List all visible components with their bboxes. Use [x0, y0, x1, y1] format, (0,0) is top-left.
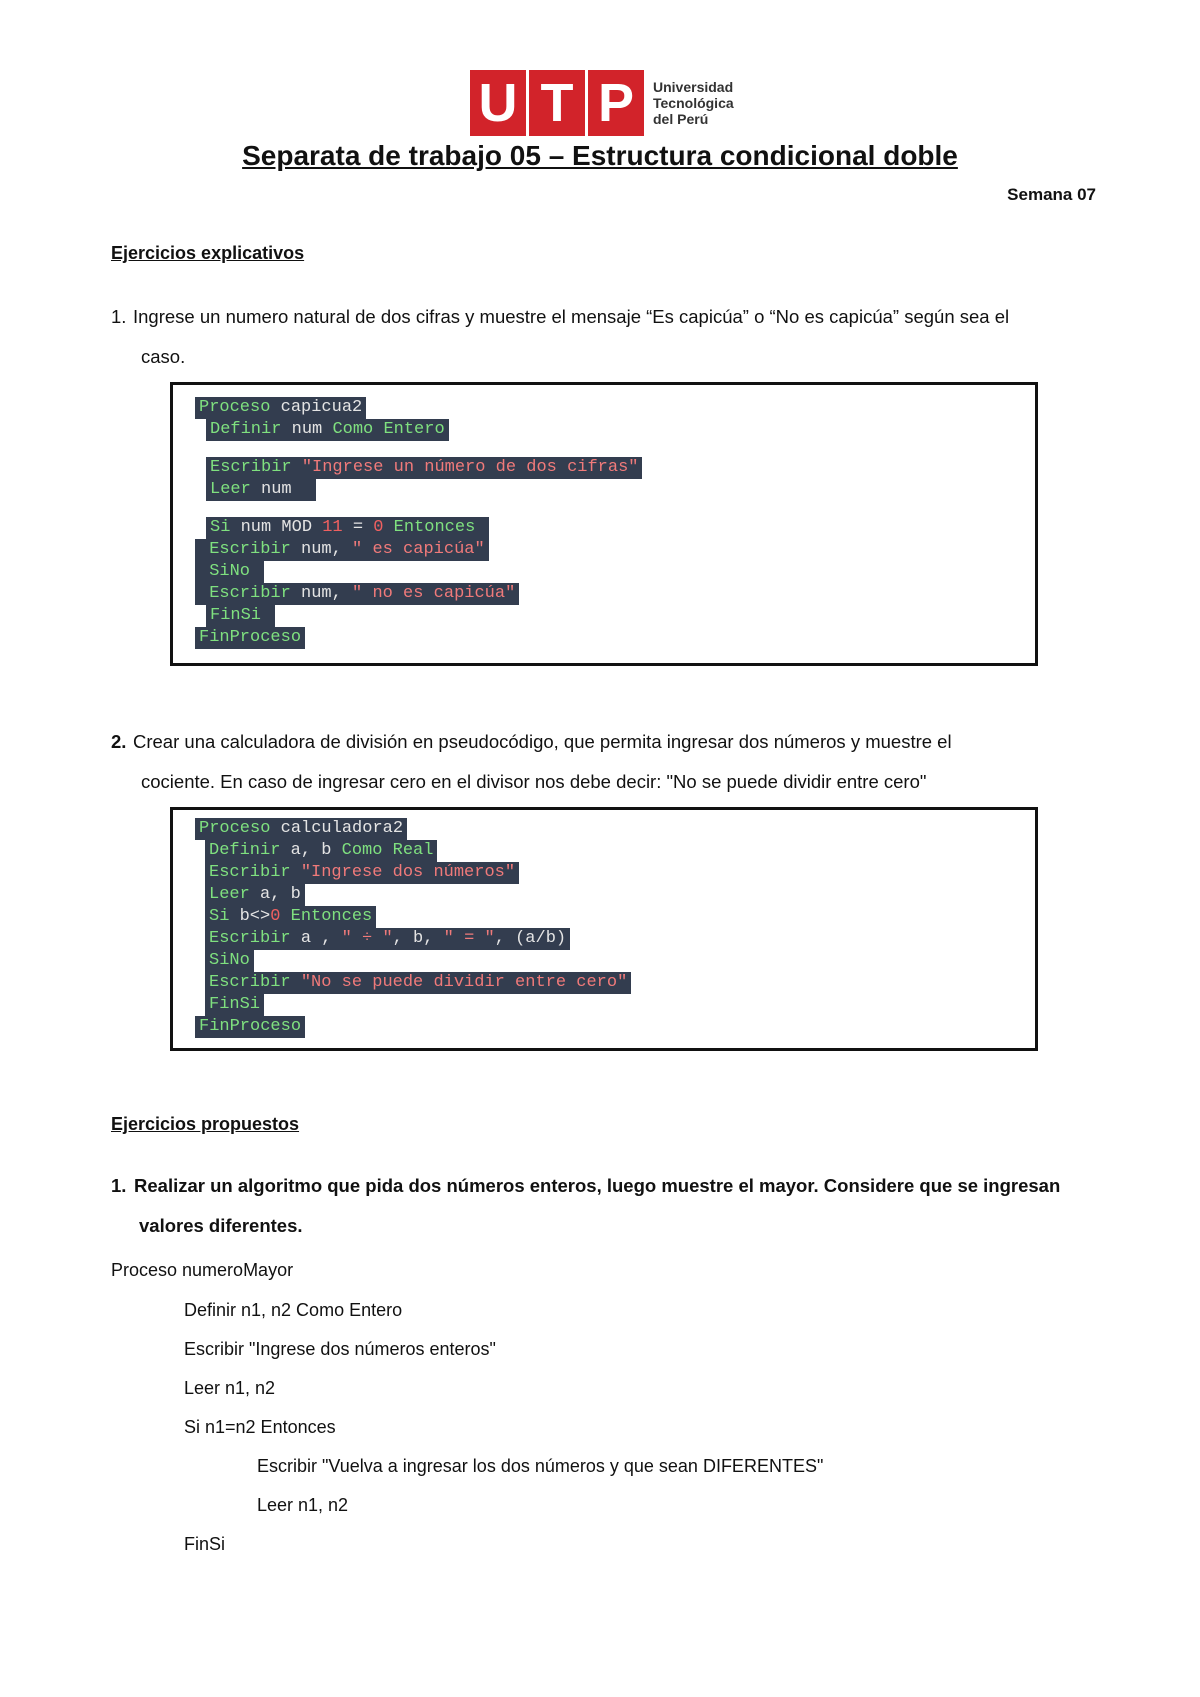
code-line: Proceso calculadora2 [195, 818, 407, 840]
pseudo-line: Leer n1, n2 [257, 1495, 349, 1515]
code-line: SiNo [205, 950, 254, 972]
logo-university-name: Universidad Tecnológica del Perú [653, 79, 734, 127]
pseudo-line: FinSi [184, 1534, 226, 1554]
exercise-1-text-line1: Ingrese un numero natural de dos cifras y muestre el mensaje “Es capicúa” o “No es capicúa” según sea el [133, 306, 1010, 327]
code-line: Escribir a , " ÷ ", b, " = ", (a/b) [205, 928, 570, 950]
exercise-1-text-line2: caso. [141, 346, 186, 367]
page-title: Separata de trabajo 05 – Estructura condicional doble [242, 140, 958, 171]
exercise-2-text-line1: Crear una calculadora de división en pseudocódigo, que permita ingresar dos números y muestre el [133, 731, 952, 752]
code-line: Escribir "Ingrese dos números" [205, 862, 519, 884]
pseudo-line: Proceso numeroMayor [111, 1260, 294, 1280]
code-line: Leer a, b [205, 884, 305, 906]
code-line: Escribir "No se puede dividir entre cero" [205, 972, 631, 994]
code-line: FinSi [205, 994, 264, 1016]
proposed-1-text-line1: Realizar un algoritmo que pida dos números enteros, luego muestre el mayor. Considere que se ingresan [134, 1175, 1061, 1196]
proposed-1-text-line2: valores diferentes. [139, 1215, 303, 1236]
exercise-2-code-box [170, 807, 1038, 1051]
code-line: Si b<>0 Entonces [205, 906, 376, 928]
logo-letter-t: T [529, 70, 585, 136]
exercise-2-number: 2. [111, 731, 127, 752]
proposed-1-number: 1. [111, 1175, 127, 1196]
exercise-1-code [195, 397, 642, 649]
section-propuestos-heading: Ejercicios propuestos [111, 1114, 300, 1134]
code-line: Si num MOD 11 = 0 Entonces [206, 517, 489, 539]
pseudo-line: Escribir "Vuelva a ingresar los dos números y que sean DIFERENTES" [257, 1456, 824, 1476]
code-line: Escribir num, " es capicúa" [195, 539, 489, 561]
pseudo-line: Definir n1, n2 Como Entero [184, 1300, 403, 1320]
code-line: FinProceso [195, 627, 305, 649]
section-explicativos-heading: Ejercicios explicativos [111, 243, 305, 263]
code-line: Proceso capicua2 [195, 397, 366, 419]
code-line: Definir a, b Como Real [205, 840, 437, 862]
pseudo-line: Leer n1, n2 [184, 1378, 276, 1398]
logo-letter-p: P [588, 70, 644, 136]
code-line: Leer num [206, 479, 316, 501]
exercise-1-code-box [170, 382, 1038, 666]
week-label: Semana 07 [1007, 185, 1096, 204]
code-line: SiNo [195, 561, 264, 583]
exercise-2-code [195, 818, 631, 1038]
utp-logo [470, 70, 734, 136]
pseudo-line: Escribir "Ingrese dos números enteros" [184, 1339, 496, 1359]
code-line: FinProceso [195, 1016, 305, 1038]
logo-letter-u: U [470, 70, 526, 136]
code-line: FinSi [206, 605, 275, 627]
exercise-2-text-line2: cociente. En caso de ingresar cero en el divisor nos debe decir: "No se puede dividir entre cero" [141, 771, 927, 792]
exercise-1-number: 1. [111, 306, 127, 327]
code-line: Escribir "Ingrese un número de dos cifras" [206, 457, 642, 479]
code-line: Escribir num, " no es capicúa" [195, 583, 519, 605]
code-line: Definir num Como Entero [206, 419, 449, 441]
pseudo-line: Si n1=n2 Entonces [184, 1417, 336, 1437]
